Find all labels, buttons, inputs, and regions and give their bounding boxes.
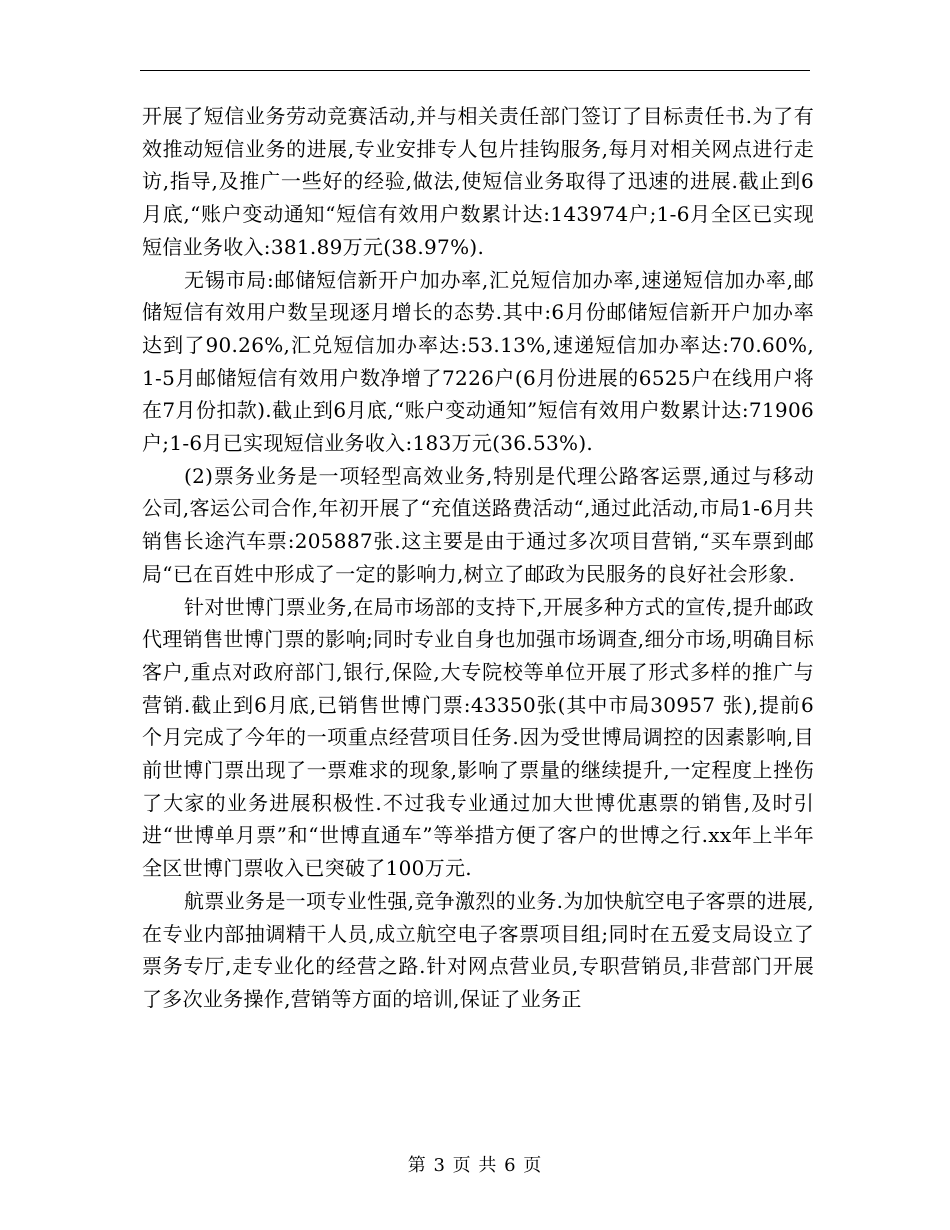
paragraph-air-tickets: 航票业务是一项专业性强,竞争激烈的业务.为加快航空电子客票的进展,在专业内部抽调精干人员,成立航空电子客票项目组;同时在五爱支局设立了票务专厅,走专业化的经营之路.针对网点营业员,专职营销员,非营部门开展了多次业务操作,营销等方面的培训,保证了业务正 [142,888,814,1011]
page-number-footer: 第 3 页 共 6 页 [407,1155,543,1176]
paragraph-wuxi-bureau: 无锡市局:邮储短信新开户加办率,汇兑短信加办率,速递短信加办率,邮储短信有效用户数呈现逐月增长的态势.其中:6月份邮储短信新开户加办率达到了90.26%,汇兑短信加办率达:53.13%,速递短信加办率达:70.60%, 1-5月邮储短信有效用户数净增了7226户(6月份进展的6525户在线用户将在7月份扣款).截止到6月底,“账户变动通知”短信有效用户数累计达:71906户;1-6月已实现短信业务收入:183万元(36.53%). [142,267,814,456]
document-body [142,100,814,1016]
paragraph-sms-competition: 开展了短信业务劳动竞赛活动,并与相关责任部门签订了目标责任书.为了有效推动短信业务的进展,专业安排专人包片挂钩服务,每月对相关网点进行走访,指导,及推广一些好的经验,做法,使短信业务取得了迅速的进展.截止到6月底,“账户变动通知“短信有效用户数累计达:143974户;1-6月全区已实现短信业务收入:381.89万元(38.97%). [142,104,814,259]
paragraph-ticketing-business: (2)票务业务是一项轻型高效业务,特别是代理公路客运票,通过与移动公司,客运公司合作,年初开展了“充值送路费活动“,通过此活动,市局1-6月共销售长途汽车票:205887张.这主要是由于通过多次项目营销,“买车票到邮局“已在百姓中形成了一定的影响力,树立了邮政为民服务的良好社会形象. [142,463,814,586]
header-rule [140,70,810,71]
paragraph-expo-tickets: 针对世博门票业务,在局市场部的支持下,开展多种方式的宣传,提升邮政代理销售世博门票的影响;同时专业自身也加强市场调查,细分市场,明确目标客户,重点对政府部门,银行,保险,大专院校等单位开展了形式多样的推广与营销.截止到6月底,已销售世博门票:43350张(其中市局30957 张),提前6个月完成了今年的一项重点经营项目任务.因为受世博局调控的因素影响,目前世博门票出现了一票难求的现象,影响了票量的继续提升,一定程度上挫伤了大家的业务进展积极性.不过我专业通过加大世博优惠票的销售,及时引进“世博单月票”和“世博直通车”等举措方便了客户的世博之行.xx年上半年全区世博门票收入已突破了100万元. [142,594,814,881]
